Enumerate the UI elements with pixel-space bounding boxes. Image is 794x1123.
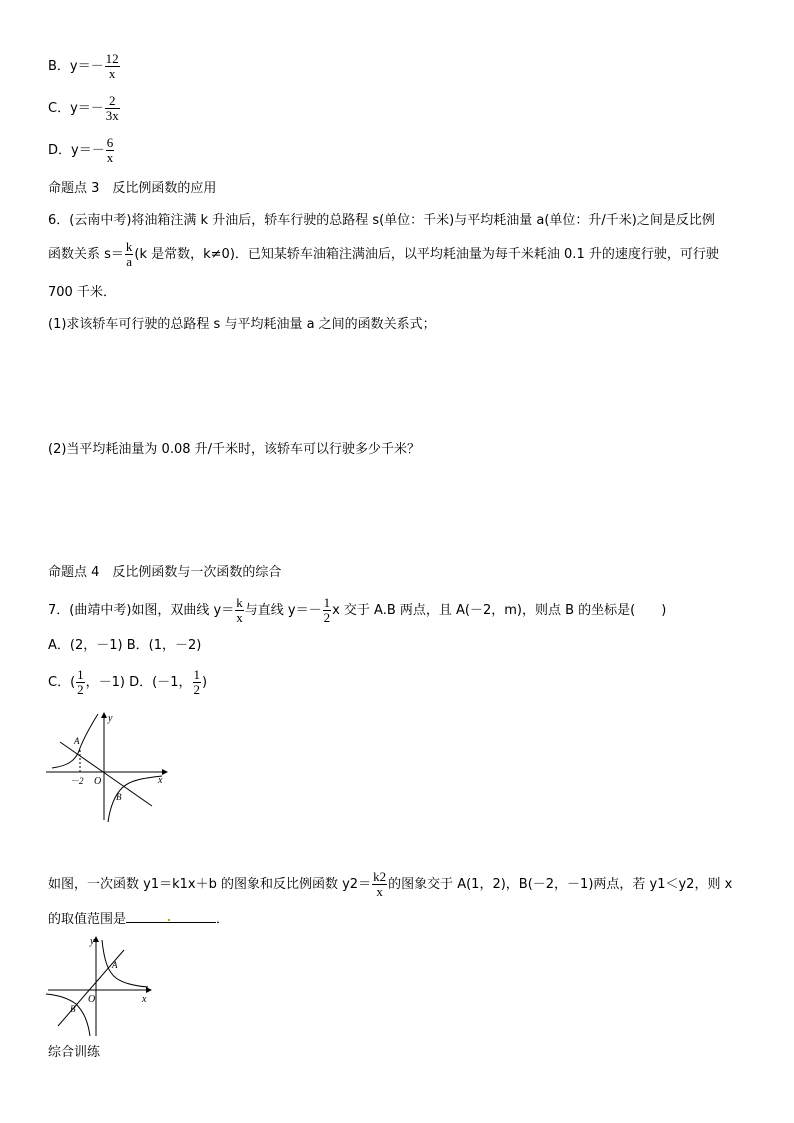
point-b-label: B <box>70 1004 76 1014</box>
q6-line3: 700 千米． <box>48 285 116 300</box>
option-d: D．y＝－ $\frac{6}{x}$ <box>48 135 114 165</box>
y-label: y <box>90 936 95 947</box>
point-a-label: A <box>74 736 80 746</box>
fraction: $\frac{1}{2}$ <box>77 667 84 697</box>
fraction: $\frac{k}{x}$ <box>236 595 243 625</box>
x-axis-arrow <box>146 987 152 993</box>
x-label: x <box>158 775 163 786</box>
y-label: y <box>108 713 113 724</box>
q7-options-ab: A．(2，－1) B．(1，－2) <box>48 638 202 653</box>
fraction: $\frac{2}{3x}$ <box>105 93 119 123</box>
option-b: B．y＝－ $\frac{12}{x}$ <box>48 51 119 81</box>
fraction: $\frac{k2}{x}$ <box>373 869 387 899</box>
option-c: C．y＝－ $\frac{2}{3x}$ <box>48 93 119 123</box>
q6-part2: (2)当平均耗油量为 0.08 升/千米时，该轿车可以行驶多少千米？ <box>48 442 421 457</box>
x-label: x <box>142 994 147 1005</box>
q8-line2: 的取值范围是 ． <box>48 908 229 929</box>
fraction: $\frac{1}{2}$ <box>193 667 200 697</box>
q7-graph <box>44 708 174 828</box>
hyperbola-branch-upper <box>102 940 148 987</box>
q7-stem: 7．(曲靖中考)如图，双曲线 y＝ $\frac{k}{x}$ 与直线 y＝－ $\frac{1}{2}$ x 交于 A.B 两点，且 A(－2，m)，则点 B 的坐标是( ) <box>48 595 667 625</box>
fraction: $\frac{1}{2}$ <box>323 595 331 625</box>
point-a-label: A <box>112 960 118 970</box>
q6-line1: 6．(云南中考)将油箱注满 k 升油后，轿车行驶的总路程 s(单位：千米)与平均耗油量 a(单位：升/千米)之间是反比例 <box>48 213 715 228</box>
q8-stem: 如图，一次函数 y1＝k1x＋b 的图象和反比例函数 y2＝ $\frac{k2}{x}$ 的图象交于 A(1，2)，B(－2，－1)两点，若 y1＜y2，则 x <box>48 869 733 899</box>
section-3-title: 命题点 3 反比例函数的应用 <box>48 181 217 196</box>
origin-label: O <box>88 994 96 1005</box>
origin-label: O <box>94 776 102 787</box>
section-4-title: 命题点 4 反比例函数与一次函数的综合 <box>48 565 282 580</box>
fraction: $\frac{k}{a}$ <box>125 239 133 269</box>
y-axis-arrow <box>101 712 107 718</box>
point-b-label: B <box>116 792 122 802</box>
q6-part1: (1)求该轿车可行驶的总路程 s 与平均耗油量 a 之间的函数关系式； <box>48 317 436 332</box>
q7-options-cd: C．( $\frac{1}{2}$ ，－1) D．(－1， $\frac{1}{2}$ ) <box>48 667 208 697</box>
q6-line2: 函数关系 s＝ $\frac{k}{a}$ (k 是常数，k≠0)．已知某轿车油箱注满油后，以平均耗油量为每千米耗油 0.1 升的速度行驶，可行驶 <box>48 239 719 269</box>
answer-blank[interactable] <box>126 908 216 923</box>
section-5-title: 综合训练 <box>48 1045 101 1060</box>
line-graph <box>60 742 152 806</box>
neg2-label: －2 <box>70 776 84 786</box>
fraction: $\frac{12}{x}$ <box>105 51 119 81</box>
q8-graph <box>44 932 164 1040</box>
fraction: $\frac{6}{x}$ <box>106 135 114 165</box>
x-axis-arrow <box>162 769 168 775</box>
